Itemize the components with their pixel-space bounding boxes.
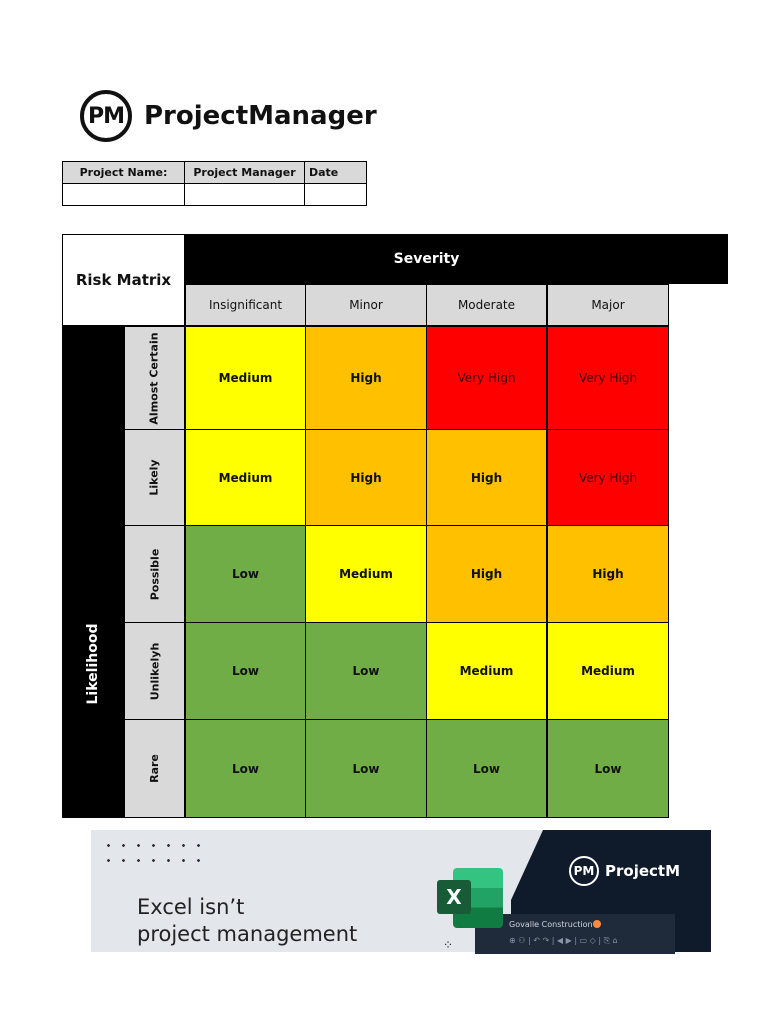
project-info-table	[62, 161, 367, 206]
risk-level-cell: Low	[305, 719, 427, 818]
project-manager-field[interactable]	[185, 184, 305, 206]
severity-column-header: Minor	[305, 284, 427, 326]
severity-column-header: Major	[547, 284, 669, 326]
risk-level-cell: Low	[185, 719, 306, 818]
risk-level-cell: High	[305, 326, 427, 430]
risk-level-cell: Medium	[185, 326, 306, 430]
likelihood-label: Likelihood	[85, 623, 101, 705]
app-toolbar-icons: ⊕ ⚇ | ↶ ↷ | ◀ ▶ | ▭ ◇ | ⎘ ⌂	[509, 936, 618, 945]
excel-ad-banner[interactable]	[91, 830, 680, 952]
app-title: Govalle Construction	[509, 920, 593, 929]
severity-column-header: Moderate	[426, 284, 547, 326]
excel-x-icon: X	[437, 880, 471, 914]
likelihood-row-label: Likely	[147, 459, 161, 496]
risk-level-cell: Low	[185, 525, 306, 623]
likelihood-row-header	[124, 719, 185, 818]
likelihood-row-header	[124, 622, 185, 720]
app-status-dot-icon	[593, 920, 601, 928]
risk-matrix-title: Risk Matrix	[62, 234, 185, 326]
date-header: Date	[305, 162, 367, 184]
project-name-header: Project Name:	[63, 162, 185, 184]
risk-level-cell: Low	[426, 719, 547, 818]
likelihood-row-label: Unlikelyh	[148, 642, 161, 700]
banner-headline	[137, 894, 357, 948]
banner-pm-icon: PM	[569, 856, 599, 886]
severity-header: Severity	[185, 234, 728, 284]
risk-matrix	[62, 234, 668, 818]
date-field[interactable]	[305, 184, 367, 206]
pm-logo-icon: PM	[80, 90, 132, 142]
risk-level-cell: Very High	[547, 326, 669, 430]
risk-level-cell: Low	[547, 719, 669, 818]
severity-column-header: Insignificant	[185, 284, 306, 326]
projectmanager-logo	[80, 86, 377, 146]
banner-brand-name: ProjectM	[605, 862, 680, 880]
excel-icon	[437, 868, 503, 928]
project-name-field[interactable]	[63, 184, 185, 206]
risk-level-cell: Medium	[426, 622, 547, 720]
risk-level-cell: Low	[185, 622, 306, 720]
likelihood-bar	[62, 326, 124, 818]
likelihood-row-header	[124, 429, 185, 526]
banner-headline-line1: Excel isn’t	[137, 895, 245, 919]
risk-level-cell: Low	[305, 622, 427, 720]
likelihood-row-label: Almost Certain	[148, 331, 161, 425]
likelihood-row-label: Rare	[148, 754, 161, 783]
banner-logo	[569, 856, 680, 886]
project-manager-header: Project Manager	[185, 162, 305, 184]
risk-level-cell: Medium	[305, 525, 427, 623]
dot-pattern	[101, 838, 201, 868]
risk-level-cell: High	[426, 429, 547, 526]
risk-level-cell: Medium	[185, 429, 306, 526]
likelihood-row-header	[124, 525, 185, 623]
risk-level-cell: High	[305, 429, 427, 526]
risk-level-cell: High	[547, 525, 669, 623]
banner-headline-line2: project management	[137, 922, 358, 946]
risk-level-cell: High	[426, 525, 547, 623]
loading-spinner-icon: ⁘	[443, 938, 454, 952]
likelihood-row-label: Possible	[148, 548, 161, 600]
risk-level-cell: Very High	[426, 326, 547, 430]
likelihood-row-header	[124, 326, 185, 430]
risk-level-cell: Very High	[547, 429, 669, 526]
brand-name: ProjectManager	[144, 101, 377, 131]
app-screenshot-strip	[475, 914, 675, 954]
risk-level-cell: Medium	[547, 622, 669, 720]
